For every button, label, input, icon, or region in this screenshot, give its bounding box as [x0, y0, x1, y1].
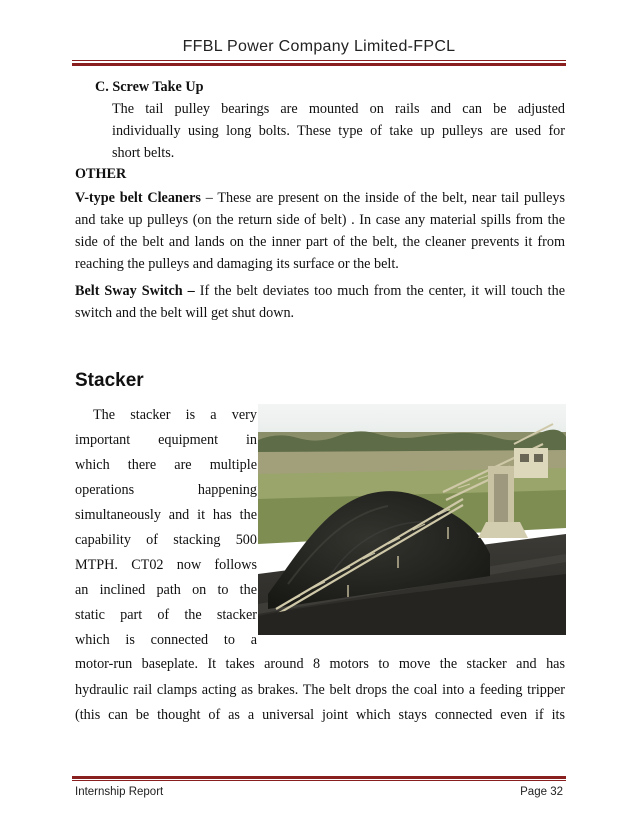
screw-line: short belts. [112, 145, 175, 161]
page-header-title: FFBL Power Company Limited-FPCL [182, 38, 456, 55]
sway-term: Belt Sway Switch – [75, 283, 195, 299]
header-rule-thick [72, 63, 566, 66]
stacker-side-line: simultaneously and it has the [75, 507, 257, 523]
v-belt-line: and take up pulleys (on the return side of belt) . In case any material spills from the [75, 212, 565, 228]
stacker-side-line: which there are multiple [75, 457, 257, 473]
stacker-continuation [75, 652, 565, 729]
sway-line: switch and the belt will get shut down. [75, 305, 295, 321]
screw-take-up-section [95, 76, 565, 164]
stacker-photo [258, 404, 566, 635]
stacker-full-line: hydraulic rail clamps acting as brakes. The belt drops the coal into a feeding tripper [75, 681, 565, 698]
stacker-side-line: The stacker is a very [93, 407, 257, 423]
stacker-full-line: motor-run baseplate. It takes around 8 motors to move the stacker and has [75, 656, 565, 672]
footer-rule-thick [72, 776, 566, 779]
stacker-side-line: an inclined path on to the [75, 582, 257, 598]
v-belt-cleaners-paragraph [75, 187, 565, 275]
stacker-side-line: MTPH. CT02 now follows [75, 557, 257, 573]
footer-left: Internship Report [75, 786, 164, 798]
stacker-side-text [75, 403, 257, 653]
screw-line: The tail pulley bearings are mounted on rails and can be adjusted [112, 101, 565, 117]
v-belt-line: reaching the pulleys and damaging its surface or the belt. [75, 256, 399, 272]
v-belt-line: side of the belt and lands on the inner part of the belt, the cleaner prevents it from [75, 234, 565, 250]
stacker-side-line: important equipment in [75, 432, 257, 448]
stacker-side-line: capability of stacking 500 [75, 532, 257, 548]
page-number: Page 32 [520, 786, 563, 798]
stacker-side-line: which is connected to a [75, 632, 257, 648]
other-heading: OTHER [75, 166, 127, 182]
v-belt-line: – These are present on the inside of the belt, near tail pulleys [200, 190, 565, 206]
belt-sway-switch-paragraph [75, 280, 565, 324]
stacker-heading: Stacker [75, 370, 144, 391]
v-belt-term: V-type belt Cleaners [75, 190, 201, 206]
stacker-side-line: static part of the stacker [75, 607, 257, 623]
stacker-full-line: (this can be thought of as a universal joint which stays connected even if its [75, 707, 565, 723]
stacker-side-line: operations happening [75, 482, 257, 498]
screw-line: individually using long bolts. These type of take up pulleys are used for [112, 123, 565, 139]
header-rule-thin [72, 60, 566, 61]
footer-rule-thin [72, 780, 566, 781]
sway-line: If the belt deviates too much from the center, it will touch the [194, 283, 565, 299]
screw-take-up-title: C. Screw Take Up [95, 79, 204, 95]
